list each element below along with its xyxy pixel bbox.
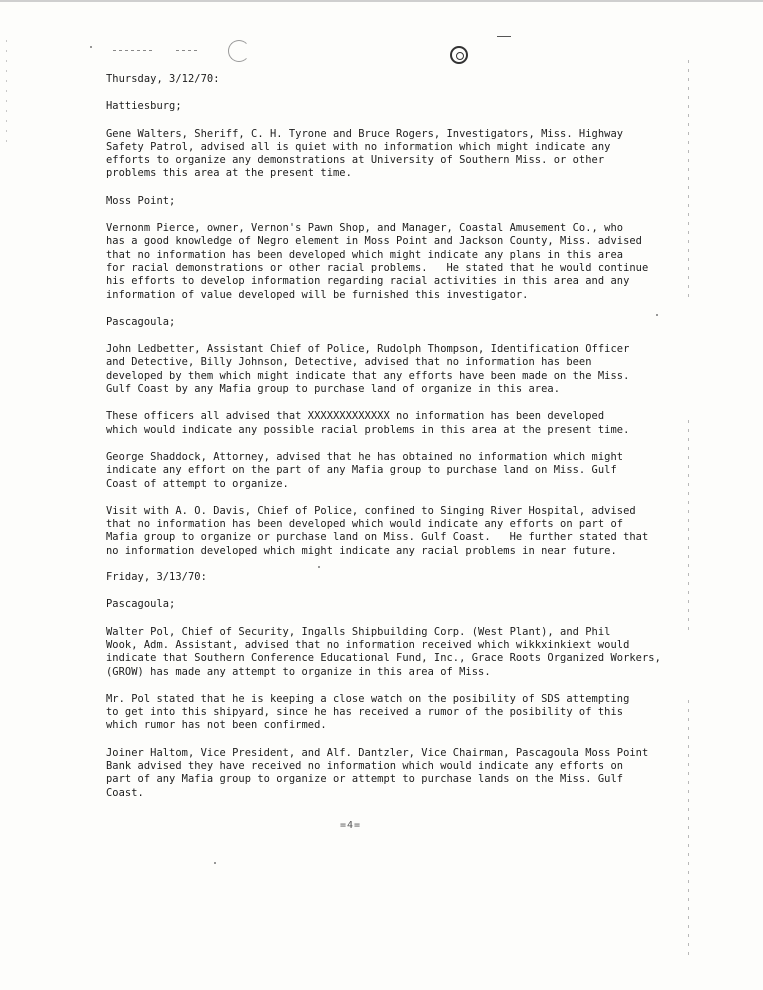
text-line: Mafia group to organize or purchase land on Miss. Gulf Coast. He further stated that — [106, 531, 649, 544]
text-line: Vernonm Pierce, owner, Vernon's Pawn Shop, and Manager, Coastal Amusement Co., who — [106, 222, 624, 235]
location-heading: Pascagoula; — [106, 315, 176, 328]
paragraph — [106, 222, 696, 302]
text-line: indicate any effort on the part of any Mafia group to purchase land on Miss. Gulf — [106, 464, 617, 477]
text-line: Joiner Haltom, Vice President, and Alf. Dantzler, Vice Chairman, Pascagoula Moss Point — [106, 746, 649, 759]
text-line: Visit with A. O. Davis, Chief of Police, confined to Singing River Hospital, advised — [106, 504, 636, 517]
spacer — [106, 181, 696, 195]
text-line: problems this area at the present time. — [106, 167, 352, 180]
spacer — [106, 558, 696, 571]
spacer — [106, 437, 696, 451]
text-line: for racial demonstrations or other racial problems. He stated that he would continue — [106, 261, 649, 274]
text-line: which would indicate any possible racial problems in this area at the present time. — [106, 423, 630, 436]
text-line: no information developed which might indicate any racial problems in near future. — [106, 544, 617, 557]
spacer — [106, 208, 696, 222]
paragraph — [106, 693, 696, 733]
page-stamp — [450, 46, 468, 64]
location-heading: Moss Point; — [106, 194, 176, 207]
spacer — [106, 396, 696, 410]
text-line: has a good knowledge of Negro element in Moss Point and Jackson County, Miss. advised — [106, 235, 642, 248]
text-line: These officers all advised that XXXXXXXXXXXXX no information has been developed — [106, 410, 605, 423]
paragraph — [106, 410, 696, 437]
paragraph — [106, 128, 696, 181]
paragraph — [106, 343, 696, 396]
spacer — [106, 679, 696, 693]
location-heading: Hattiesburg; — [106, 100, 182, 113]
spacer — [106, 86, 696, 100]
pen-mark — [113, 50, 153, 51]
spacer — [106, 733, 696, 747]
text-line: and Detective, Billy Johnson, Detective, advised that no information has been — [106, 356, 592, 369]
spacer — [106, 329, 696, 343]
text-line: part of any Mafia group to organize or attempt to purchase lands on the Miss. Gulf — [106, 773, 624, 786]
text-line: Walter Pol, Chief of Security, Ingalls Shipbuilding Corp. (West Plant), and Phil — [106, 625, 611, 638]
paragraph — [106, 626, 696, 679]
text-line: to get into this shipyard, since he has received a rumor of the posibility of this — [106, 706, 624, 719]
text-line: Coast. — [106, 786, 144, 799]
text-line: Safety Patrol, advised all is quiet with no information which might indicate any — [106, 140, 611, 153]
location-heading: Pascagoula; — [106, 598, 176, 611]
document-body — [106, 73, 696, 800]
text-line: Bank advised they have received no information which would indicate any efforts on — [106, 759, 624, 772]
entry-date: Thursday, 3/12/70: — [106, 73, 220, 85]
pen-mark — [497, 36, 511, 37]
speck — [214, 862, 216, 864]
page-number: =4= — [340, 820, 362, 831]
paragraph — [106, 451, 696, 491]
paragraph — [106, 747, 696, 800]
text-line: indicate that Southern Conference Educational Fund, Inc., Grace Roots Organized Workers, — [106, 652, 661, 665]
text-line: that no information has been developed which would indicate any efforts on part of — [106, 518, 624, 531]
text-line: efforts to organize any demonstrations at University of Southern Miss. or other — [106, 154, 605, 167]
text-line: Mr. Pol stated that he is keeping a close watch on the posibility of SDS attempting — [106, 692, 630, 705]
text-line: Wook, Adm. Assistant, advised that no information received which wikkxinkiext would — [106, 638, 630, 651]
spacer — [106, 491, 696, 505]
text-line: which rumor has not been confirmed. — [106, 719, 327, 732]
text-line: John Ledbetter, Assistant Chief of Police, Rudolph Thompson, Identification Officer — [106, 343, 630, 356]
spacer — [106, 114, 696, 128]
text-line: that no information has been developed which might indicate any plans in this area — [106, 248, 624, 261]
text-line: developed by them which might indicate that any efforts have been made on the Miss. — [106, 369, 630, 382]
text-line: George Shaddock, Attorney, advised that he has obtained no information which might — [106, 450, 624, 463]
text-line: information of value developed will be furnished this investigator. — [106, 288, 529, 301]
entry-date: Friday, 3/13/70: — [106, 571, 207, 584]
paragraph — [106, 505, 696, 558]
spacer — [106, 584, 696, 598]
spacer — [106, 302, 696, 316]
speck — [90, 46, 92, 48]
text-line: Gene Walters, Sheriff, C. H. Tyrone and Bruce Rogers, Investigators, Miss. Highway — [106, 127, 624, 140]
margin-mark — [6, 40, 7, 150]
text-line: (GROW) has made any attempt to organize in this area of Miss. — [106, 665, 491, 678]
punch-mark — [228, 40, 250, 62]
text-line: Coast of attempt to organize. — [106, 477, 289, 490]
text-line: his efforts to develop information regarding racial activities in this area and any — [106, 275, 630, 288]
text-line: Gulf Coast by any Mafia group to purchase land of organize in this area. — [106, 383, 561, 396]
pen-mark — [176, 50, 200, 51]
scan-edge — [0, 0, 763, 2]
spacer — [106, 612, 696, 626]
